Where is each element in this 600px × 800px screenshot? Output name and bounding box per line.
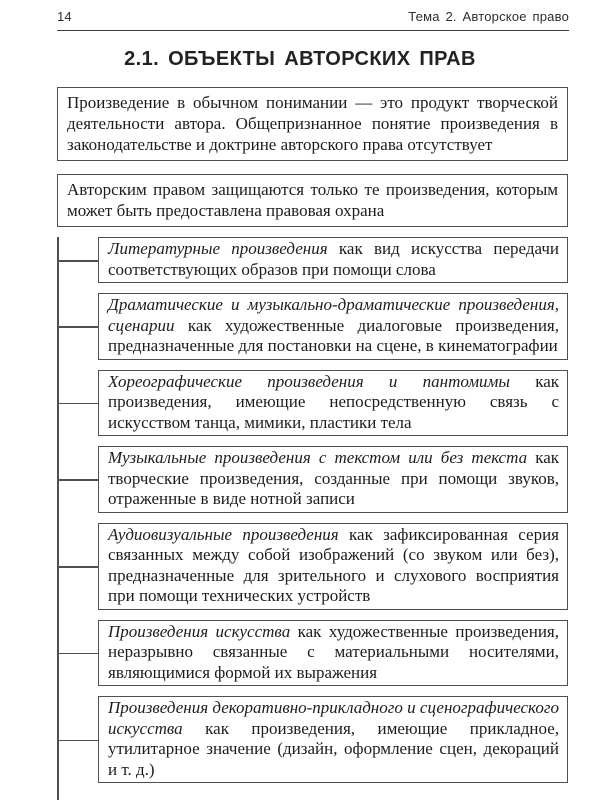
category-term: Аудиовизуальные произведения <box>108 524 339 544</box>
category-box-literary <box>98 237 568 283</box>
category-text <box>108 525 559 607</box>
category-definition: как вид искусства передачи соответствующих образов при помощи слова <box>108 239 559 279</box>
category-text <box>108 698 559 780</box>
tree-branch-art <box>98 620 568 687</box>
category-term: Произведения искусства <box>108 621 291 641</box>
page-header <box>57 9 569 31</box>
tree-branch-choreographic <box>98 370 568 437</box>
definition-intro-box <box>57 87 568 161</box>
page-number: 14 <box>57 9 72 24</box>
category-text <box>108 239 559 280</box>
tree-branch-applied-art <box>98 696 568 783</box>
category-term: Литературные произведения <box>108 239 328 258</box>
category-text <box>108 372 559 434</box>
category-term: Хореографические произведения и пантомимы <box>108 371 510 391</box>
tree-branch-dramatic <box>98 293 568 360</box>
running-title: Тема 2. Авторское право <box>408 9 569 24</box>
category-text <box>108 295 559 357</box>
tree-branch-audiovisual <box>98 523 568 610</box>
tree-trunk-line <box>57 237 59 800</box>
category-text <box>108 622 559 684</box>
categories-tree <box>57 237 568 785</box>
protection-intro-text: Авторским правом защищаются только те произведения, которым может быть предоставлена правовая охрана <box>67 180 558 220</box>
category-term: Произведения декоративно-прикладного и сценографического искусства <box>108 698 559 738</box>
protection-intro-box <box>57 174 568 227</box>
category-box-audiovisual <box>98 523 568 610</box>
definition-intro-text: Произведение в обычном понимании — это продукт творческой деятельности автора. Общепризнанное понятие произведения в законодательстве и доктрине авторского права отсутствует <box>67 93 558 154</box>
category-term: Музыкальные произведения с текстом или без текста <box>108 448 528 467</box>
category-definition: как произведения, имеющие непосредственную связь с искусством танца, мимики, пластики тела <box>108 371 560 432</box>
category-box-musical <box>98 446 568 513</box>
category-box-choreographic <box>98 370 568 437</box>
category-box-dramatic <box>98 293 568 360</box>
category-definition: как произведения, имеющие прикладное, утилитарное значение (дизайн, оформление сцен, декораций и т. д.) <box>108 718 559 779</box>
category-definition: как творческие произведения, созданные при помощи звуков, отраженные в виде нотной записи <box>108 448 560 508</box>
category-definition: как зафиксированная серия связанных между собой изображений (со звуком или без), предназначенные для зрительного и слухового восприятия при помощи технических устройств <box>108 524 559 605</box>
tree-branch-literary <box>98 237 568 283</box>
category-definition: как художественные диалоговые произведения, предназначенные для постановки на сцене, в кинематографии <box>108 315 559 355</box>
category-term: Драматические и музыкально-драматические произведения, сценарии <box>108 295 559 335</box>
tree-branch-musical <box>98 446 568 513</box>
category-text <box>108 448 559 510</box>
section-title: 2.1. ОБЪЕКТЫ АВТОРСКИХ ПРАВ <box>124 48 476 70</box>
category-box-art <box>98 620 568 687</box>
category-definition: как художественные произведения, неразрывно связанные с материальными носителями, являющимися формой их выражения <box>108 621 559 682</box>
category-box-applied-art <box>98 696 568 783</box>
